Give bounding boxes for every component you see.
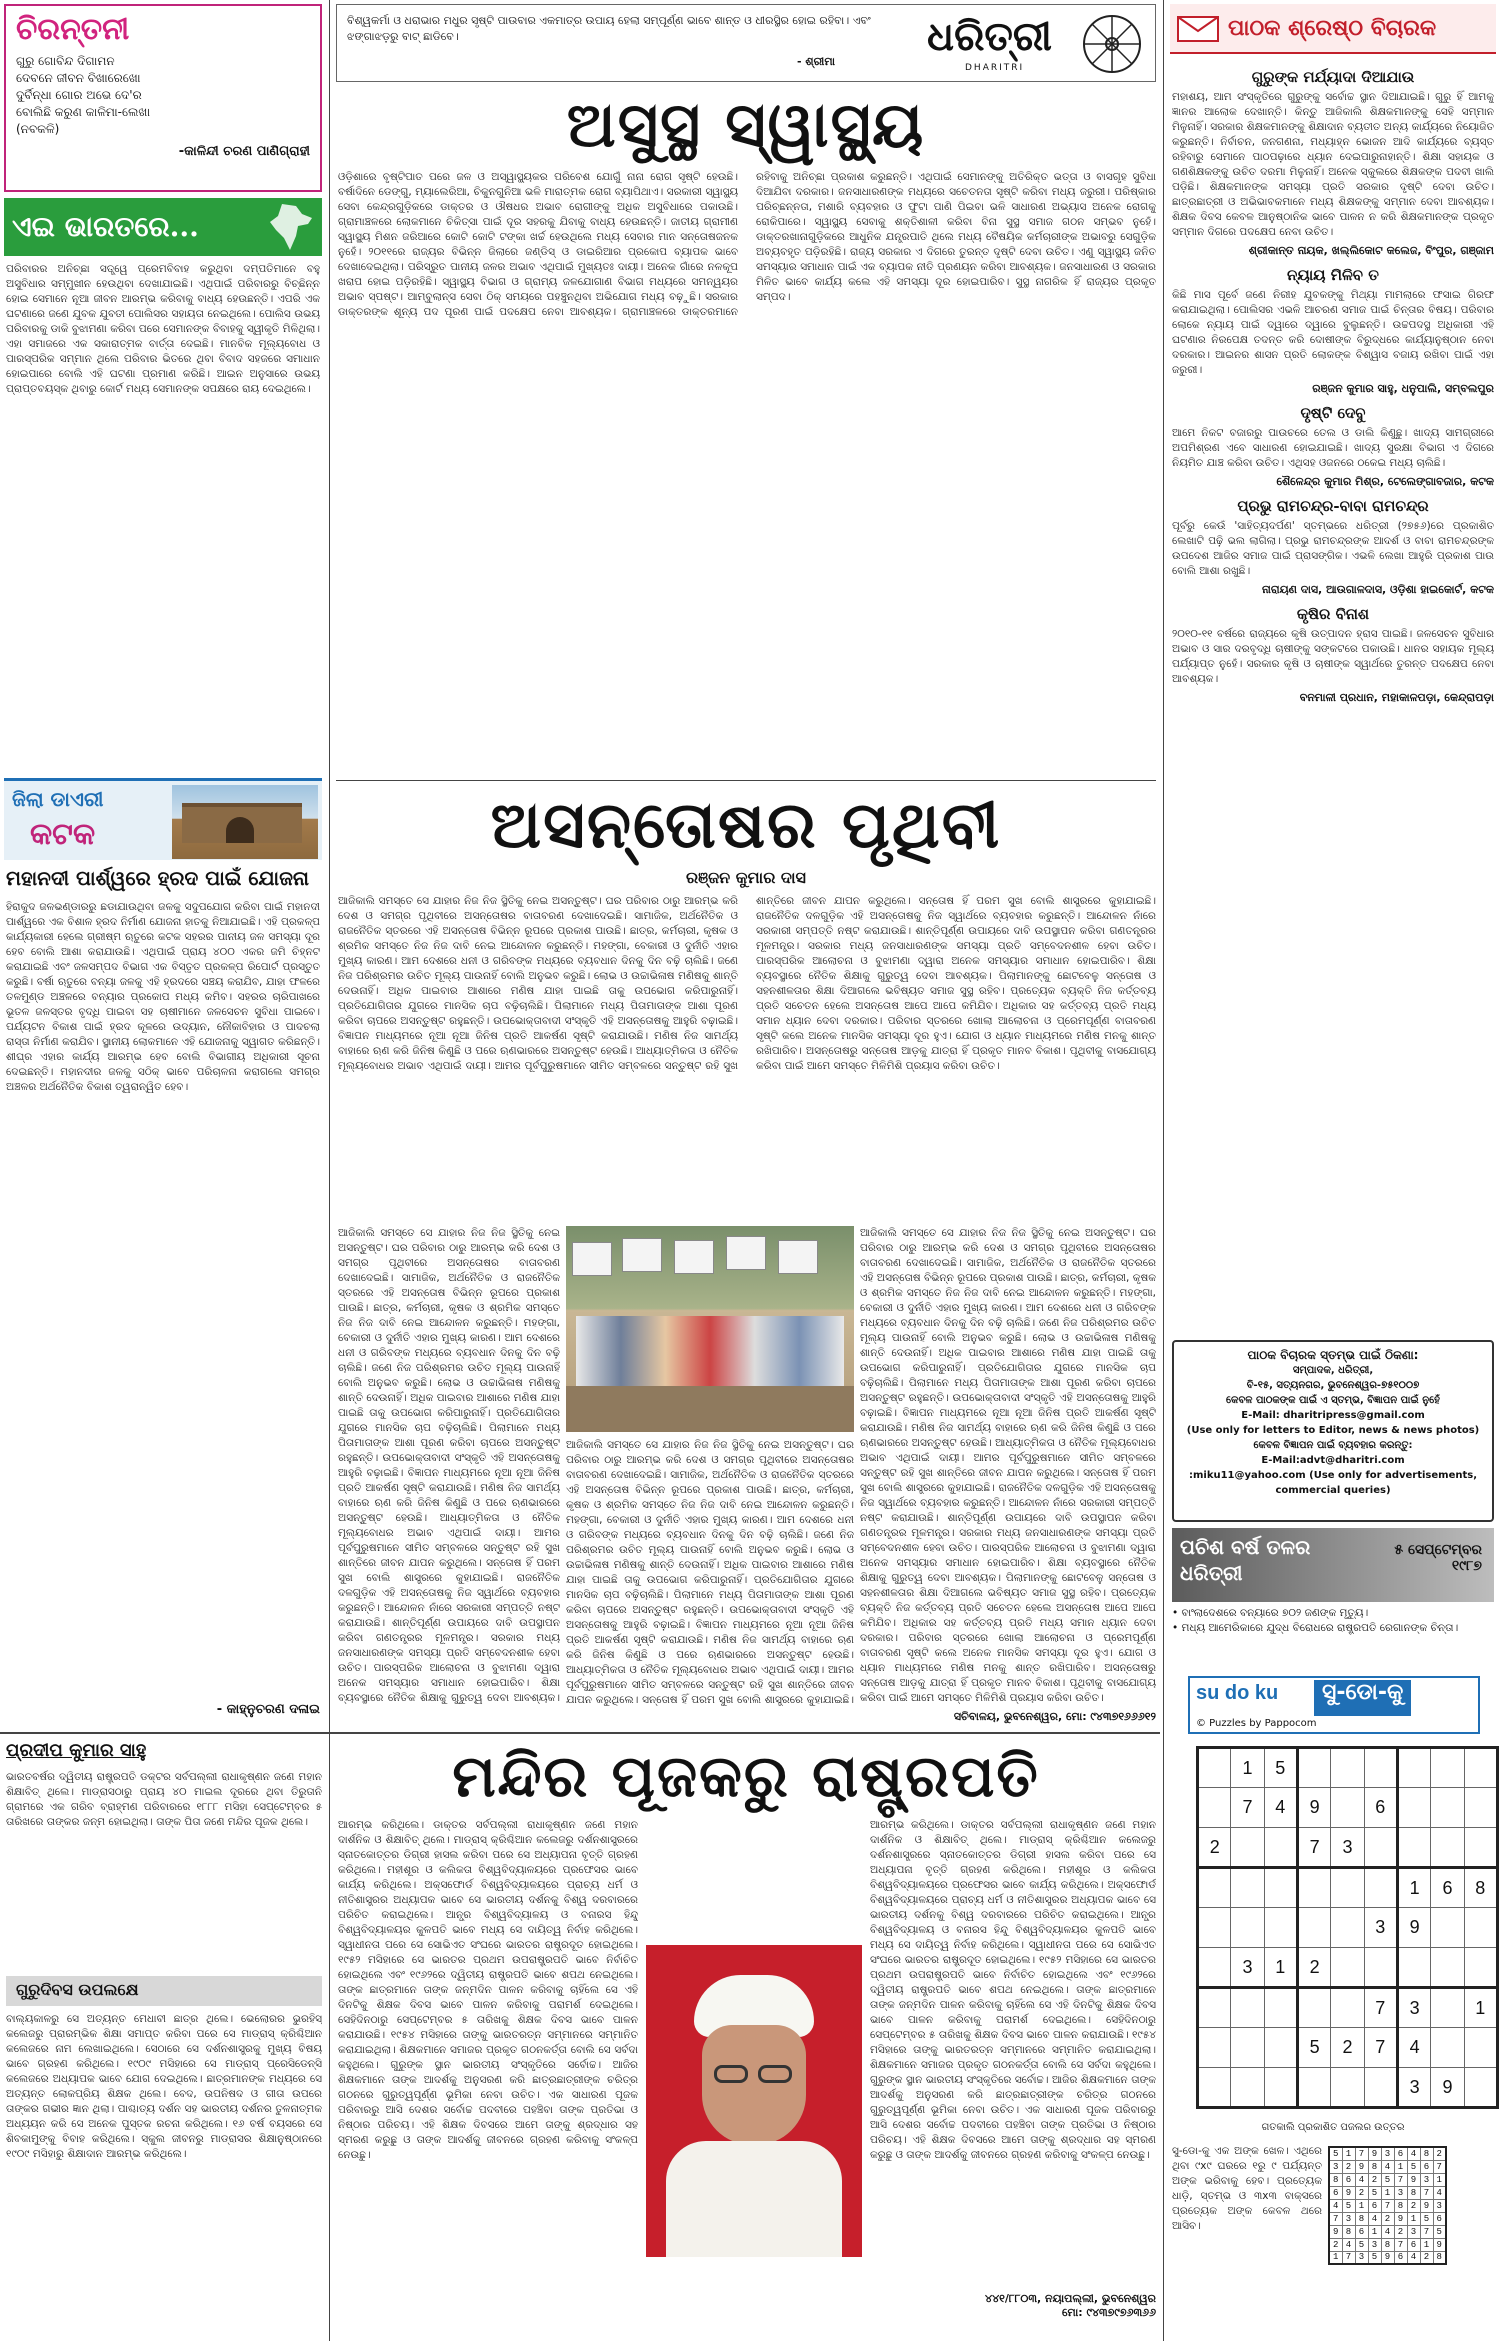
solution-cell: 6 bbox=[1420, 2160, 1433, 2173]
sudoku-cell[interactable] bbox=[1198, 2068, 1231, 2108]
solution-cell: 7 bbox=[1433, 2160, 1446, 2173]
sudoku-cell[interactable] bbox=[1264, 1828, 1297, 1868]
solution-cell: 4 bbox=[1407, 2147, 1420, 2160]
sudoku-cell[interactable] bbox=[1397, 1788, 1430, 1828]
sudoku-cell[interactable]: 9 bbox=[1297, 1788, 1330, 1828]
sudoku-cell[interactable] bbox=[1198, 1868, 1231, 1908]
solution-cell: 6 bbox=[1394, 2147, 1407, 2160]
letter-signature: ବନମାଳୀ ପ୍ରଧାନ, ମହାକାଳପଡ଼ା, କେନ୍ଦ୍ରାପଡ଼ା bbox=[1299, 691, 1494, 704]
solution-cell: 9 bbox=[1329, 2225, 1342, 2238]
bottom-left-text: ଭାରତବର୍ଷର ଦ୍ୱିତୀୟ ରାଷ୍ଟ୍ରପତି ଡକ୍ଟର ସର୍ବପଲ୍ଲୀ ରାଧାକୃଷ୍ଣନ ଜଣେ ମହାନ ଶିକ୍ଷାବିତ୍ ଥିଲେ। ମାଡ୍ରାସଠାରୁ ପ୍ରାୟ ୪୦ ମାଇଲ ଦୂରରେ ଥିବା ତିରୁତାନି ଗ୍ରାମରେ ଏକ ଗରିବ ବ୍ରାହ୍ମଣ ପରିବାରରେ ୧୮୮୮ ମସିହା ସେପ୍ଟେମ୍ବର ୫ ତାରିଖରେ ତାଙ୍କର ଜନ୍ମ ହୋଇଥିଲା। ତାଙ୍କ ପିତା ଜଣେ ମନ୍ଦିର ପୂଜକ ଥିଲେ। bbox=[6, 1771, 322, 1828]
solution-cell: 3 bbox=[1342, 2212, 1355, 2225]
solution-cell: 6 bbox=[1407, 2238, 1420, 2251]
years-ago-items bbox=[1172, 1606, 1494, 1636]
sudoku-cell[interactable] bbox=[1331, 1868, 1364, 1908]
contact-line: ସମ୍ପାଦକ, ଧରିତ୍ରୀ, bbox=[1292, 1365, 1374, 1376]
readers-header bbox=[1170, 4, 1496, 54]
solution-cell: 5 bbox=[1407, 2160, 1420, 2173]
sudoku-cell[interactable]: 7 bbox=[1364, 2028, 1397, 2068]
sudoku-cell[interactable]: 1 bbox=[1397, 1868, 1430, 1908]
article2-footer: ସଚିବାଳୟ, ଭୁବନେଶ୍ୱର, ମୋ: ୯୪୩୭୧୬୬୬୧୨ bbox=[953, 1710, 1156, 1723]
solution-cell: 7 bbox=[1394, 2238, 1407, 2251]
solution-cell: 2 bbox=[1407, 2199, 1420, 2212]
solution-cell: 8 bbox=[1381, 2238, 1394, 2251]
sudoku-cell[interactable] bbox=[1297, 1868, 1330, 1908]
contact-title: ପାଠକ ବିଚାରକ ସ୍ତମ୍ଭ ପାଇଁ ଠିକଣା: bbox=[1247, 1348, 1419, 1362]
teachers-day-box: ଗୁରୁଦିବସ ଉପଲକ୍ଷେ bbox=[6, 1976, 322, 2006]
masthead-quote: ବିଶ୍ୱକର୍ମା ଓ ଧରାଭାର ମଧୁର ସୃଷ୍ଟି ପାଉବାର ଏକମାତ୍ର ଉପାୟ ହେଲା ସମ୍ପୂର୍ଣ୍ଣ ଭାବେ ଶାନ୍ତ ଓ ଧୀରସ୍ଥିର ହୋଇ ରହିବା। ଏବଂ ଝଙ୍ଗାଝଡ଼ରୁ ବାଟ୍ ଛାଡିବେ। bbox=[347, 14, 871, 43]
years-ago-item: • ମଧ୍ୟ ଆମେରିକାରେ ଯୁଦ୍ଧ ବିରୋଧରେ ରାଷ୍ଟ୍ରପତି ରେଗାନଙ୍କ ଚିନ୍ତା। bbox=[1172, 1622, 1459, 1634]
sudoku-cell[interactable]: 7 bbox=[1364, 1988, 1397, 2028]
poem-title: ଚିରନ୍ତନୀ bbox=[16, 12, 130, 47]
sudoku-cell[interactable] bbox=[1231, 1988, 1264, 2028]
solution-cell: 5 bbox=[1368, 2251, 1381, 2264]
solution-cell: 2 bbox=[1394, 2225, 1407, 2238]
sudoku-title: ସୁ-ଡୋ-କୁ bbox=[1314, 1680, 1411, 1716]
district-photo bbox=[172, 785, 318, 859]
solution-cell: 7 bbox=[1355, 2147, 1368, 2160]
article2-text-right: ଆଜିକାଲି ସମସ୍ତେ ସେ ଯାହାର ନିଜ ନିଜ ସ୍ଥିତିକୁ ନେଇ ଅସନ୍ତୁଷ୍ଟ। ଘର ପରିବାର ଠାରୁ ଆରମ୍ଭ କରି ଦେଶ ଓ ସମଗ୍ର ପୃଥିବୀରେ ଅସନ୍ତୋଷର ବାତାବରଣ ଦେଖାଦେଇଛି। ସାମାଜିକ, ଅର୍ଥନୈତିକ ଓ ରାଜନୈତିକ ସ୍ତରରେ ଏହି ଅସନ୍ତୋଷ ବିଭିନ୍ନ ରୂପରେ ପ୍ରକାଶ ପାଉଛି। ଛାତ୍ର, କର୍ମଚାରୀ, କୃଷକ ଓ ଶ୍ରମିକ ସମସ୍ତେ ନିଜ ନିଜ ଦାବି ନେଇ ଆନ୍ଦୋଳନ କରୁଛନ୍ତି। ମହଙ୍ଗା, ବେକାରୀ ଓ ଦୁର୍ନୀତି ଏହାର ମୁଖ୍ୟ କାରଣ। ଆମ ଦେଶରେ ଧନୀ ଓ ଗରିବଙ୍କ ମଧ୍ୟରେ ବ୍ୟବଧାନ ଦିନକୁ ଦିନ ବଢ଼ି ଚାଲିଛି। ଜଣେ ନିଜ ପରିଶ୍ରମର ଉଚିତ ମୂଲ୍ୟ ପାଉନାହିଁ ବୋଲି ଅନୁଭବ କରୁଛି। ଲୋଭ ଓ ଉଚ୍ଚାଭିଳାଷ ମଣିଷକୁ ଶାନ୍ତି ଦେଉନାହିଁ। ଅଧିକ ପାଇବାର ଆଶାରେ ମଣିଷ ଯାହା ପାଇଛି ତାକୁ ଉପଭୋଗ କରିପାରୁନାହିଁ। ପ୍ରତିଯୋଗିତାର ଯୁଗରେ ମାନସିକ ଚାପ ବଢ଼ିଚାଲିଛି। ପିଲାମାନେ ମଧ୍ୟ ପିତାମାତାଙ୍କ ଆଶା ପୂରଣ କରିବା ଚାପରେ ଅସନ୍ତୁଷ୍ଟ ରହୁଛନ୍ତି। ଉପଭୋକ୍ତାବାଦୀ ସଂସ୍କୃତି ଏହି ଅସନ୍ତୋଷକୁ ଆହୁରି ବଢ଼ାଇଛି। ବିଜ୍ଞାପନ ମାଧ୍ୟମରେ ନୂଆ ନୂଆ ଜିନିଷ ପ୍ରତି ଆକର୍ଷଣ ସୃଷ୍ଟି କରାଯାଉଛି। ମଣିଷ ନିଜ ସାମର୍ଥ୍ୟ ବାହାରେ ଋଣ କରି ଜିନିଷ କିଣୁଛି ଓ ପରେ ଋଣଭାରରେ ଅସନ୍ତୁଷ୍ଟ ହେଉଛି। ଆଧ୍ୟାତ୍ମିକତା ଓ ନୈତିକ ମୂଲ୍ୟବୋଧର ଅଭାବ ଏଥିପାଇଁ ଦାୟୀ। ଆମର ପୂର୍ବପୁରୁଷମାନେ ସୀମିତ ସମ୍ବଳରେ ସନ୍ତୁଷ୍ଟ ରହି ସୁଖ ଶାନ୍ତିରେ ଜୀବନ ଯାପନ କରୁଥିଲେ। ସନ୍ତୋଷ ହିଁ ପରମ ସୁଖ ବୋଲି ଶାସ୍ତ୍ରରେ କୁହାଯାଇଛି। ରାଜନୈତିକ ଦଳଗୁଡ଼ିକ ଏହି ଅସନ୍ତୋଷକୁ ନିଜ ସ୍ୱାର୍ଥରେ ବ୍ୟବହାର କରୁଛନ୍ତି। ଆନ୍ଦୋଳନ ନାଁରେ ସରକାରୀ ସମ୍ପତ୍ତି ନଷ୍ଟ କରାଯାଉଛି। ଶାନ୍ତିପୂର୍ଣ୍ଣ ଉପାୟରେ ଦାବି ଉପସ୍ଥାପନ କରିବା ଗଣତନ୍ତ୍ରର ମୂଳମନ୍ତ୍ର। ସରକାର ମଧ୍ୟ ଜନସାଧାରଣଙ୍କ ସମସ୍ୟା ପ୍ରତି ସମ୍ବେଦନଶୀଳ ହେବା ଉଚିତ। ପାରସ୍ପରିକ ଆଲୋଚନା ଓ ବୁଝାମଣା ଦ୍ୱାରା ଅନେକ ସମସ୍ୟାର ସମାଧାନ ହୋଇପାରିବ। ଶିକ୍ଷା ବ୍ୟବସ୍ଥାରେ ନୈତିକ ଶିକ୍ଷାକୁ ଗୁରୁତ୍ୱ ଦେବା ଆବଶ୍ୟକ। ପିଲାମାନଙ୍କୁ ଛୋଟବେଳୁ ସନ୍ତୋଷ ଓ ସହନଶୀଳତାର ଶିକ୍ଷା ଦିଆଗଲେ ଭବିଷ୍ୟତ ସମାଜ ସୁସ୍ଥ ରହିବ। ପ୍ରତ୍ୟେକ ବ୍ୟକ୍ତି ନିଜ କର୍ତ୍ତବ୍ୟ ପ୍ରତି ସଚେତନ ହେଲେ ଅସନ୍ତୋଷ ଆପେ ଆପେ କମିଯିବ। ଅଧିକାର ସହ କର୍ତ୍ତବ୍ୟ ପ୍ରତି ମଧ୍ୟ ସମାନ ଧ୍ୟାନ ଦେବା ଦରକାର। ପରିବାର ସ୍ତରରେ ଖୋଲା ଆଲୋଚନା ଓ ପ୍ରେମପୂର୍ଣ୍ଣ ବାତାବରଣ ସୃଷ୍ଟି କଲେ ଅନେକ ମାନସିକ ସମସ୍ୟା ଦୂର ହୁଏ। ଯୋଗ ଓ ଧ୍ୟାନ ମାଧ୍ୟମରେ ମଣିଷ ମନକୁ ଶାନ୍ତ ରଖିପାରିବ। ଅସନ୍ତୋଷରୁ ସନ୍ତୋଷ ଆଡ଼କୁ ଯାତ୍ରା ହିଁ ପ୍ରକୃତ ମାନବ ବିକାଶ। ପୃଥିବୀକୁ ବାସଯୋଗ୍ୟ କରିବା ପାଇଁ ଆମେ ସମସ୍ତେ ମିଳିମିଶି ପ୍ରୟାସ କରିବା ଉଚିତ। bbox=[860, 1227, 1156, 1704]
letter-signature: ଶୈଳେନ୍ଦ୍ର କୁମାର ମିଶ୍ର, ଟେଲେଙ୍ଗାବଜାର, କଟକ bbox=[1276, 475, 1494, 488]
sudoku-cell[interactable] bbox=[1431, 1788, 1464, 1828]
article1-headline: ଅସୁସ୍ଥ ସ୍ୱାସ୍ଥ୍ୟ bbox=[566, 88, 926, 161]
solution-cell: 9 bbox=[1342, 2186, 1355, 2199]
india-map-icon bbox=[268, 202, 314, 252]
sudoku-cell[interactable]: 2 bbox=[1331, 2028, 1364, 2068]
solution-cell: 3 bbox=[1381, 2147, 1394, 2160]
sudoku-cell[interactable]: 3 bbox=[1397, 2068, 1430, 2108]
solution-cell: 2 bbox=[1355, 2186, 1368, 2199]
article3-text-left: ଆରମ୍ଭ କରିଥିଲେ। ଡାକ୍ତର ସର୍ବପଲ୍ଲୀ ରାଧାକୃଷ୍ଣନ ଜଣେ ମହାନ ଦାର୍ଶନିକ ଓ ଶିକ୍ଷାବିତ୍ ଥିଲେ। ମାଡ୍ରାସ୍ କ୍ରିଶ୍ଚିଆନ କଲେଜରୁ ଦର୍ଶନଶାସ୍ତ୍ରରେ ସ୍ନାତକୋତ୍ତର ଡିଗ୍ରୀ ହାସଲ କରିବା ପରେ ସେ ଅଧ୍ୟାପନା ବୃତ୍ତି ଗ୍ରହଣ କରିଥିଲେ। ମହୀଶୂର ଓ କଲିକତା ବିଶ୍ୱବିଦ୍ୟାଳୟରେ ପ୍ରଫେସର ଭାବେ କାର୍ଯ୍ୟ କରିଥିଲେ। ଅକ୍ସଫୋର୍ଡ ବିଶ୍ୱବିଦ୍ୟାଳୟରେ ପ୍ରାଚ୍ୟ ଧର୍ମ ଓ ନୀତିଶାସ୍ତ୍ରର ଅଧ୍ୟାପକ ଭାବେ ସେ ଭାରତୀୟ ଦର୍ଶନକୁ ବିଶ୍ୱ ଦରବାରରେ ପରିଚିତ କରାଇଥିଲେ। ଆନ୍ଧ୍ର ବିଶ୍ୱବିଦ୍ୟାଳୟ ଓ ବନାରସ ହିନ୍ଦୁ ବିଶ୍ୱବିଦ୍ୟାଳୟର କୁଳପତି ଭାବେ ମଧ୍ୟ ସେ ଦାୟିତ୍ୱ ନିର୍ବାହ କରିଥିଲେ। ସ୍ୱାଧୀନତା ପରେ ସେ ସୋଭିଏତ ସଂଘରେ ଭାରତର ରାଷ୍ଟ୍ରଦୂତ ହୋଇଥିଲେ। ୧୯୫୨ ମସିହାରେ ସେ ଭାରତର ପ୍ରଥମ ଉପରାଷ୍ଟ୍ରପତି ଭାବେ ନିର୍ବାଚିତ ହୋଇଥିଲେ ଏବଂ ୧୯୬୨ରେ ଦ୍ୱିତୀୟ ରାଷ୍ଟ୍ରପତି ଭାବେ ଶପଥ ନେଇଥିଲେ। ତାଙ୍କ ଛାତ୍ରମାନେ ତାଙ୍କ ଜନ୍ମଦିନ ପାଳନ କରିବାକୁ ଚାହିଁଲେ ସେ ଏହି ଦିନଟିକୁ ଶିକ୍ଷକ ଦିବସ ଭାବେ ପାଳନ କରିବାକୁ ପରାମର୍ଶ ଦେଇଥିଲେ। ସେହିଦିନଠାରୁ ସେପ୍ଟେମ୍ବର ୫ ତାରିଖକୁ ଶିକ୍ଷକ ଦିବସ ଭାବେ ପାଳନ କରାଯାଉଛି। ୧୯୫୪ ମସିହାରେ ତାଙ୍କୁ ଭାରତରତ୍ନ ସମ୍ମାନରେ ସମ୍ମାନିତ କରାଯାଇଥିଲା। ଶିକ୍ଷକମାନେ ସମାଜର ପ୍ରକୃତ ଗଠନକର୍ତ୍ତା ବୋଲି ସେ ସର୍ବଦା କହୁଥିଲେ। ଗୁରୁଙ୍କ ସ୍ଥାନ ଭାରତୀୟ ସଂସ୍କୃତିରେ ସର୍ବୋଚ୍ଚ। ଆଜିର ଶିକ୍ଷକମାନେ ତାଙ୍କ ଆଦର୍ଶକୁ ଅନୁସରଣ କରି ଛାତ୍ରଛାତ୍ରୀଙ୍କ ଚରିତ୍ର ଗଠନରେ ଗୁରୁତ୍ୱପୂର୍ଣ୍ଣ ଭୂମିକା ନେବା ଉଚିତ। ଏକ ସାଧାରଣ ପୂଜକ ପରିବାରରୁ ଆସି ଦେଶର ସର୍ବୋଚ୍ଚ ପଦବୀରେ ପହଞ୍ଚିବା ତାଙ୍କ ପ୍ରତିଭା ଓ ନିଷ୍ଠାର ପରିଚୟ। ଏହି ଶିକ୍ଷକ ଦିବସରେ ଆମେ ତାଙ୍କୁ ଶ୍ରଦ୍ଧାର ସହ ସ୍ମରଣ କରୁଛୁ ଓ ତାଙ୍କ ଆଦର୍ଶକୁ ଜୀବନରେ ଗ୍ରହଣ କରିବାକୁ ସଂକଳ୍ପ ନେଉଛୁ। bbox=[338, 1819, 638, 2161]
solution-cell: 2 bbox=[1342, 2160, 1355, 2173]
solution-cell: 8 bbox=[1329, 2173, 1342, 2186]
solution-cell: 5 bbox=[1355, 2238, 1368, 2251]
solution-cell: 2 bbox=[1329, 2238, 1342, 2251]
india-box-text: ପରିବାରର ଅନିଚ୍ଛା ସତ୍ତ୍ୱେ ପ୍ରେମବିବାହ କରୁଥିବା ଦମ୍ପତିମାନେ ବହୁ ଅସୁବିଧାର ସମ୍ମୁଖୀନ ହେଉଥିବା ଦେଖାଯାଇଛି। ଏଥିପାଇଁ ପରିବାରରୁ ବିଚ୍ଛିନ୍ନ ହୋଇ ସେମାନେ ନୂଆ ଜୀବନ ଆରମ୍ଭ କରିବାକୁ ବାଧ୍ୟ ହେଉଛନ୍ତି। ଏପରି ଏକ ଘଟଣାରେ ଜଣେ ଯୁବକ ଯୁବତୀ ପୋଲିସର ସହାୟତା ନେଇଥିଲେ। ପୋଲିସ ଉଭୟ ପରିବାରକୁ ଡାକି ବୁଝାମଣା କରିବା ପରେ ସେମାନଙ୍କ ବିବାହକୁ ସ୍ୱୀକୃତି ମିଳିଥିଲା। ଏହା ସମାଜରେ ଏକ ସକାରାତ୍ମକ ବାର୍ତ୍ତା ଦେଇଛି। ମାନବିକ ମୂଲ୍ୟବୋଧ ଓ ପାରସ୍ପରିକ ସମ୍ମାନ ଥିଲେ ପରିବାର ଭିତରେ ଥିବା ବିବାଦ ସହଜରେ ସମାଧାନ ହୋଇପାରେ ବୋଲି ଏହି ଘଟଣା ପ୍ରମାଣ କରିଛି। ଆଇନ ଅନୁସାରେ ଉଭୟ ପ୍ରାପ୍ତବୟସ୍କ ଥିବାରୁ କୋର୍ଟ ମଧ୍ୟ ସେମାନଙ୍କ ସପକ୍ଷରେ ରାୟ ଦେଇଥିଲେ। bbox=[6, 263, 320, 395]
sudoku-cell[interactable]: 3 bbox=[1364, 1908, 1397, 1948]
article3-footer: ୪୪୧/୮୮୦୩, ନୟାପଲ୍ଲୀ, ଭୁବନେଶ୍ୱର ମୋ: ୯୪୩୭୯୭୬୩୬୬ bbox=[985, 2292, 1156, 2319]
article3-headline: ମନ୍ଦିର ପୂଜକରୁ ରାଷ୍ଟ୍ରପତି bbox=[452, 1742, 1040, 1810]
letters-list bbox=[1172, 60, 1494, 1338]
letter-title: ନ୍ୟାୟ ମିଳିବ ତ bbox=[1287, 266, 1379, 284]
solution-cell: 3 bbox=[1420, 2173, 1433, 2186]
poem-lines bbox=[16, 53, 310, 138]
sudoku-cell[interactable]: 9 bbox=[1397, 1908, 1430, 1948]
sudoku-cell[interactable] bbox=[1364, 1828, 1397, 1868]
sudoku-cell[interactable] bbox=[1431, 1948, 1464, 1988]
solution-cell: 9 bbox=[1433, 2238, 1446, 2251]
sudoku-cell[interactable] bbox=[1198, 2028, 1231, 2068]
sudoku-cell[interactable] bbox=[1364, 1948, 1397, 1988]
solution-cell: 8 bbox=[1355, 2212, 1368, 2225]
sudoku-cell[interactable] bbox=[1231, 2028, 1264, 2068]
bottom-left-text2: ବାଲ୍ୟକାଳରୁ ସେ ଅତ୍ୟନ୍ତ ମେଧାବୀ ଛାତ୍ର ଥିଲେ। ଭେଲୋରର ଭୁରହିସ୍ କଲେଜରୁ ପ୍ରାରମ୍ଭିକ ଶିକ୍ଷା ସମାପ୍ତ କରିବା ପରେ ସେ ମାଡ୍ରାସ୍ କ୍ରିଶ୍ଚିଆନ କଲେଜରେ ନାମ ଲେଖାଇଥିଲେ। ସେଠାରେ ସେ ଦର୍ଶନଶାସ୍ତ୍ରକୁ ମୁଖ୍ୟ ବିଷୟ ଭାବେ ଗ୍ରହଣ କରିଥିଲେ। ୧୯୦୯ ମସିହାରେ ସେ ମାଡ୍ରାସ୍ ପ୍ରେସିଡେନ୍ସି କଲେଜରେ ଅଧ୍ୟାପକ ଭାବେ ଯୋଗ ଦେଇଥିଲେ। ଛାତ୍ରମାନଙ୍କ ମଧ୍ୟରେ ସେ ଅତ୍ୟନ୍ତ ଲୋକପ୍ରିୟ ଶିକ୍ଷକ ଥିଲେ। ବେଦ, ଉପନିଷଦ ଓ ଗୀତା ଉପରେ ତାଙ୍କର ଗଭୀର ଜ୍ଞାନ ଥିଲା। ପାଶ୍ଚାତ୍ୟ ଦର୍ଶନ ସହ ଭାରତୀୟ ଦର୍ଶନର ତୁଳନାତ୍ମକ ଅଧ୍ୟୟନ କରି ସେ ଅନେକ ପୁସ୍ତକ ରଚନା କରିଥିଲେ। ୧୬ ବର୍ଷ ବୟସରେ ସେ ଶିବକାମୁଙ୍କୁ ବିବାହ କରିଥିଲେ। ସ୍କୁଲ ଜୀବନରୁ ମାଡ୍ରାସର ଶିକ୍ଷାନୁଷ୍ଠାନରେ ୧୯୦୯ ମସିହାରୁ ଶିକ୍ଷାଦାନ ଆରମ୍ଭ କରିଥିଲେ। bbox=[6, 2013, 322, 2160]
solution-cell: 2 bbox=[1420, 2251, 1433, 2264]
sudoku-cell[interactable] bbox=[1431, 1908, 1464, 1948]
solution-cell: 8 bbox=[1433, 2251, 1446, 2264]
sudoku-cell[interactable]: 9 bbox=[1431, 2068, 1464, 2108]
solution-cell: 4 bbox=[1407, 2251, 1420, 2264]
article3-text-right: ଆରମ୍ଭ କରିଥିଲେ। ଡାକ୍ତର ସର୍ବପଲ୍ଲୀ ରାଧାକୃଷ୍ଣନ ଜଣେ ମହାନ ଦାର୍ଶନିକ ଓ ଶିକ୍ଷାବିତ୍ ଥିଲେ। ମାଡ୍ରାସ୍ କ୍ରିଶ୍ଚିଆନ କଲେଜରୁ ଦର୍ଶନଶାସ୍ତ୍ରରେ ସ୍ନାତକୋତ୍ତର ଡିଗ୍ରୀ ହାସଲ କରିବା ପରେ ସେ ଅଧ୍ୟାପନା ବୃତ୍ତି ଗ୍ରହଣ କରିଥିଲେ। ମହୀଶୂର ଓ କଲିକତା ବିଶ୍ୱବିଦ୍ୟାଳୟରେ ପ୍ରଫେସର ଭାବେ କାର୍ଯ୍ୟ କରିଥିଲେ। ଅକ୍ସଫୋର୍ଡ ବିଶ୍ୱବିଦ୍ୟାଳୟରେ ପ୍ରାଚ୍ୟ ଧର୍ମ ଓ ନୀତିଶାସ୍ତ୍ରର ଅଧ୍ୟାପକ ଭାବେ ସେ ଭାରତୀୟ ଦର୍ଶନକୁ ବିଶ୍ୱ ଦରବାରରେ ପରିଚିତ କରାଇଥିଲେ। ଆନ୍ଧ୍ର ବିଶ୍ୱବିଦ୍ୟାଳୟ ଓ ବନାରସ ହିନ୍ଦୁ ବିଶ୍ୱବିଦ୍ୟାଳୟର କୁଳପତି ଭାବେ ମଧ୍ୟ ସେ ଦାୟିତ୍ୱ ନିର୍ବାହ କରିଥିଲେ। ସ୍ୱାଧୀନତା ପରେ ସେ ସୋଭିଏତ ସଂଘରେ ଭାରତର ରାଷ୍ଟ୍ରଦୂତ ହୋଇଥିଲେ। ୧୯୫୨ ମସିହାରେ ସେ ଭାରତର ପ୍ରଥମ ଉପରାଷ୍ଟ୍ରପତି ଭାବେ ନିର୍ବାଚିତ ହୋଇଥିଲେ ଏବଂ ୧୯୬୨ରେ ଦ୍ୱିତୀୟ ରାଷ୍ଟ୍ରପତି ଭାବେ ଶପଥ ନେଇଥିଲେ। ତାଙ୍କ ଛାତ୍ରମାନେ ତାଙ୍କ ଜନ୍ମଦିନ ପାଳନ କରିବାକୁ ଚାହିଁଲେ ସେ ଏହି ଦିନଟିକୁ ଶିକ୍ଷକ ଦିବସ ଭାବେ ପାଳନ କରିବାକୁ ପରାମର୍ଶ ଦେଇଥିଲେ। ସେହିଦିନଠାରୁ ସେପ୍ଟେମ୍ବର ୫ ତାରିଖକୁ ଶିକ୍ଷକ ଦିବସ ଭାବେ ପାଳନ କରାଯାଉଛି। ୧୯୫୪ ମସିହାରେ ତାଙ୍କୁ ଭାରତରତ୍ନ ସମ୍ମାନରେ ସମ୍ମାନିତ କରାଯାଇଥିଲା। ଶିକ୍ଷକମାନେ ସମାଜର ପ୍ରକୃତ ଗଠନକର୍ତ୍ତା ବୋଲି ସେ ସର୍ବଦା କହୁଥିଲେ। ଗୁରୁଙ୍କ ସ୍ଥାନ ଭାରତୀୟ ସଂସ୍କୃତିରେ ସର୍ବୋଚ୍ଚ। ଆଜିର ଶିକ୍ଷକମାନେ ତାଙ୍କ ଆଦର୍ଶକୁ ଅନୁସରଣ କରି ଛାତ୍ରଛାତ୍ରୀଙ୍କ ଚରିତ୍ର ଗଠନରେ ଗୁରୁତ୍ୱପୂର୍ଣ୍ଣ ଭୂମିକା ନେବା ଉଚିତ। ଏକ ସାଧାରଣ ପୂଜକ ପରିବାରରୁ ଆସି ଦେଶର ସର୍ବୋଚ୍ଚ ପଦବୀରେ ପହଞ୍ଚିବା ତାଙ୍କ ପ୍ରତିଭା ଓ ନିଷ୍ଠାର ପରିଚୟ। ଏହି ଶିକ୍ଷକ ଦିବସରେ ଆମେ ତାଙ୍କୁ ଶ୍ରଦ୍ଧାର ସହ ସ୍ମରଣ କରୁଛୁ ଓ ତାଙ୍କ ଆଦର୍ଶକୁ ଜୀବନରେ ଗ୍ରହଣ କରିବାକୁ ସଂକଳ୍ପ ନେଉଛୁ। bbox=[870, 1819, 1156, 2161]
solution-cell: 9 bbox=[1407, 2173, 1420, 2186]
solution-cell: 6 bbox=[1368, 2199, 1381, 2212]
solution-cell: 6 bbox=[1329, 2186, 1342, 2199]
masthead-quote-author: - ଶ୍ରୀମା bbox=[797, 55, 836, 68]
solution-cell: 6 bbox=[1355, 2225, 1368, 2238]
solution-cell: 9 bbox=[1381, 2251, 1394, 2264]
solution-cell: 1 bbox=[1381, 2186, 1394, 2199]
sudoku-cell[interactable]: 6 bbox=[1431, 1868, 1464, 1908]
sudoku-cell[interactable] bbox=[1231, 1868, 1264, 1908]
letter-signature: ରଞ୍ଜନ କୁମାର ସାହୁ, ଧନୁପାଲି, ସମ୍ବଲପୁର bbox=[1312, 382, 1494, 395]
sudoku-cell[interactable] bbox=[1364, 1748, 1397, 1788]
sudoku-cell[interactable]: 5 bbox=[1297, 2028, 1330, 2068]
solution-cell: 1 bbox=[1394, 2160, 1407, 2173]
solution-cell: 9 bbox=[1355, 2160, 1368, 2173]
sudoku-cell[interactable] bbox=[1198, 1908, 1231, 1948]
sudoku-cell[interactable] bbox=[1397, 1828, 1430, 1868]
solution-cell: 4 bbox=[1433, 2186, 1446, 2199]
chakra-icon bbox=[1081, 13, 1143, 75]
sudoku-cell[interactable]: 4 bbox=[1397, 2028, 1430, 2068]
sudoku-cell[interactable] bbox=[1297, 2068, 1330, 2108]
article2-text-under-photo: ଆଜିକାଲି ସମସ୍ତେ ସେ ଯାହାର ନିଜ ନିଜ ସ୍ଥିତିକୁ ନେଇ ଅସନ୍ତୁଷ୍ଟ। ଘର ପରିବାର ଠାରୁ ଆରମ୍ଭ କରି ଦେଶ ଓ ସମଗ୍ର ପୃଥିବୀରେ ଅସନ୍ତୋଷର ବାତାବରଣ ଦେଖାଦେଇଛି। ସାମାଜିକ, ଅର୍ଥନୈତିକ ଓ ରାଜନୈତିକ ସ୍ତରରେ ଏହି ଅସନ୍ତୋଷ ବିଭିନ୍ନ ରୂପରେ ପ୍ରକାଶ ପାଉଛି। ଛାତ୍ର, କର୍ମଚାରୀ, କୃଷକ ଓ ଶ୍ରମିକ ସମସ୍ତେ ନିଜ ନିଜ ଦାବି ନେଇ ଆନ୍ଦୋଳନ କରୁଛନ୍ତି। ମହଙ୍ଗା, ବେକାରୀ ଓ ଦୁର୍ନୀତି ଏହାର ମୁଖ୍ୟ କାରଣ। ଆମ ଦେଶରେ ଧନୀ ଓ ଗରିବଙ୍କ ମଧ୍ୟରେ ବ୍ୟବଧାନ ଦିନକୁ ଦିନ ବଢ଼ି ଚାଲିଛି। ଜଣେ ନିଜ ପରିଶ୍ରମର ଉଚିତ ମୂଲ୍ୟ ପାଉନାହିଁ ବୋଲି ଅନୁଭବ କରୁଛି। ଲୋଭ ଓ ଉଚ୍ଚାଭିଳାଷ ମଣିଷକୁ ଶାନ୍ତି ଦେଉନାହିଁ। ଅଧିକ ପାଇବାର ଆଶାରେ ମଣିଷ ଯାହା ପାଇଛି ତାକୁ ଉପଭୋଗ କରିପାରୁନାହିଁ। ପ୍ରତିଯୋଗିତାର ଯୁଗରେ ମାନସିକ ଚାପ ବଢ଼ିଚାଲିଛି। ପିଲାମାନେ ମଧ୍ୟ ପିତାମାତାଙ୍କ ଆଶା ପୂରଣ କରିବା ଚାପରେ ଅସନ୍ତୁଷ୍ଟ ରହୁଛନ୍ତି। ଉପଭୋକ୍ତାବାଦୀ ସଂସ୍କୃତି ଏହି ଅସନ୍ତୋଷକୁ ଆହୁରି ବଢ଼ାଇଛି। ବିଜ୍ଞାପନ ମାଧ୍ୟମରେ ନୂଆ ନୂଆ ଜିନିଷ ପ୍ରତି ଆକର୍ଷଣ ସୃଷ୍ଟି କରାଯାଉଛି। ମଣିଷ ନିଜ ସାମର୍ଥ୍ୟ ବାହାରେ ଋଣ କରି ଜିନିଷ କିଣୁଛି ଓ ପରେ ଋଣଭାରରେ ଅସନ୍ତୁଷ୍ଟ ହେଉଛି। ଆଧ୍ୟାତ୍ମିକତା ଓ ନୈତିକ ମୂଲ୍ୟବୋଧର ଅଭାବ ଏଥିପାଇଁ ଦାୟୀ। ଆମର ପୂର୍ବପୁରୁଷମାନେ ସୀମିତ ସମ୍ବଳରେ ସନ୍ତୁଷ୍ଟ ରହି ସୁଖ ଶାନ୍ତିରେ ଜୀବନ ଯାପନ କରୁଥିଲେ। ସନ୍ତୋଷ ହିଁ ପରମ ସୁଖ ବୋଲି ଶାସ୍ତ୍ରରେ କୁହାଯାଇଛି। bbox=[566, 1439, 854, 1706]
solution-cell: 5 bbox=[1381, 2173, 1394, 2186]
sudoku-cell[interactable] bbox=[1431, 1748, 1464, 1788]
sudoku-cell[interactable] bbox=[1464, 1748, 1497, 1788]
solution-cell: 4 bbox=[1381, 2160, 1394, 2173]
years-ago-box bbox=[1172, 1528, 1494, 1602]
radhakrishnan-portrait bbox=[646, 1945, 862, 2257]
solution-cell: 8 bbox=[1368, 2160, 1381, 2173]
district-diary-city: କଟକ bbox=[30, 817, 96, 852]
solution-cell: 3 bbox=[1368, 2238, 1381, 2251]
solution-cell: 7 bbox=[1394, 2173, 1407, 2186]
solution-cell: 5 bbox=[1420, 2212, 1433, 2225]
sudoku-cell[interactable]: 3 bbox=[1331, 1828, 1364, 1868]
letter-text: ମହାଶୟ, ଆମ ସଂସ୍କୃତିରେ ଗୁରୁଙ୍କୁ ସର୍ବୋଚ୍ଚ ସ୍ଥାନ ଦିଆଯାଇଛି। ଗୁରୁ ହିଁ ଆମକୁ ଜ୍ଞାନର ଆଲୋକ ଦେଖାନ୍ତି। କିନ୍ତୁ ଆଜିକାଲି ଶିକ୍ଷକମାନଙ୍କୁ ସେହି ସମ୍ମାନ ମିଳୁନାହିଁ। ସରକାର ଶିକ୍ଷକମାନଙ୍କୁ ଶିକ୍ଷାଦାନ ବ୍ୟତୀତ ଅନ୍ୟ କାର୍ଯ୍ୟରେ ନିୟୋଜିତ କରୁଛନ୍ତି। ନିର୍ବାଚନ, ଜନଗଣନା, ମଧ୍ୟାହ୍ନ ଭୋଜନ ଆଦି କାର୍ଯ୍ୟରେ ବ୍ୟସ୍ତ ରହିବାରୁ ସେମାନେ ପାଠପଢ଼ାରେ ଧ୍ୟାନ ଦେଇପାରୁନାହାନ୍ତି। ଶିକ୍ଷା ସହାୟକ ଓ ଗଣଶିକ୍ଷକଙ୍କୁ ଉଚିତ ଦରମା ମିଳୁନାହିଁ। ଅନେକ ସ୍କୁଲରେ ଶିକ୍ଷକଙ୍କ ପଦବୀ ଖାଲି ପଡ଼ିଛି। ଶିକ୍ଷକମାନଙ୍କ ସମସ୍ୟା ପ୍ରତି ସରକାର ଦୃଷ୍ଟି ଦେବା ଉଚିତ। ଛାତ୍ରଛାତ୍ରୀ ଓ ଅଭିଭାବକମାନେ ମଧ୍ୟ ଶିକ୍ଷକଙ୍କୁ ସମ୍ମାନ ଦେବା ଆବଶ୍ୟକ। ଶିକ୍ଷକ ଦିବସ କେବଳ ଆନୁଷ୍ଠାନିକ ଭାବେ ପାଳନ ନ କରି ଶିକ୍ଷକମାନଙ୍କ ପ୍ରକୃତ ସମ୍ମାନ ଦିଗରେ ପଦକ୍ଷେପ ନେବା ଉଚିତ। bbox=[1172, 91, 1494, 238]
solution-cell: 9 bbox=[1394, 2212, 1407, 2225]
sudoku-cell[interactable]: 6 bbox=[1364, 1788, 1397, 1828]
solution-cell: 2 bbox=[1433, 2147, 1446, 2160]
sudoku-cell[interactable] bbox=[1464, 1788, 1497, 1828]
sudoku-cell[interactable] bbox=[1364, 2068, 1397, 2108]
letter-text: କିଛି ମାସ ପୂର୍ବେ ଜଣେ ନିରୀହ ଯୁବକଙ୍କୁ ମିଥ୍ୟା ମାମଲାରେ ଫସାଇ ଗିରଫ କରାଯାଇଥିଲା। ପୋଲିସର ଏଭଳି ଆଚରଣ ସମାଜ ପାଇଁ ଚିନ୍ତାର ବିଷୟ। ପରିବାର ଲୋକେ ନ୍ୟାୟ ପାଇଁ ଦ୍ୱାରେ ଦ୍ୱାରେ ବୁଲୁଛନ୍ତି। ଉଚ୍ଚପଦସ୍ଥ ଅଧିକାରୀ ଏହି ଘଟଣାର ନିରପେକ୍ଷ ତଦନ୍ତ କରି ଦୋଷୀଙ୍କ ବିରୁଦ୍ଧରେ କାର୍ଯ୍ୟାନୁଷ୍ଠାନ ନେବା ଦରକାର। ଆଇନର ଶାସନ ପ୍ରତି ଲୋକଙ୍କ ବିଶ୍ୱାସ ବଜାୟ ରଖିବା ପାଇଁ ଏହା ଜରୁରୀ। bbox=[1172, 289, 1494, 376]
letter-title: କୃଷିର ବିନାଶ bbox=[1296, 605, 1370, 623]
sudoku-credit: © Puzzles by Pappocom bbox=[1196, 1718, 1317, 1729]
solution-cell: 1 bbox=[1355, 2199, 1368, 2212]
sudoku-cell[interactable] bbox=[1231, 2068, 1264, 2108]
masthead-logo: ଧରିତ୍ରୀ bbox=[927, 13, 1052, 60]
poem-line: ବୋଲିଛି କରୁଣ କାଳିମା-ଲେଖା bbox=[16, 105, 151, 119]
solution-cell: 8 bbox=[1407, 2186, 1420, 2199]
solution-cell: 4 bbox=[1381, 2225, 1394, 2238]
contact-line: E-Mail:advt@dharitri.com bbox=[1261, 1455, 1405, 1466]
solution-cell: 4 bbox=[1329, 2199, 1342, 2212]
article2-headline: ଅସନ୍ତୋଷର ପୃଥିବୀ bbox=[490, 788, 1002, 863]
solution-cell: 1 bbox=[1420, 2238, 1433, 2251]
solution-cell: 1 bbox=[1342, 2147, 1355, 2160]
contact-line: E-Mail: dharitripress@gmail.com bbox=[1241, 1410, 1425, 1421]
years-ago-title: ପଚିଶ ବର୍ଷ ତଳର ଧରିତ୍ରୀ bbox=[1180, 1535, 1311, 1585]
sudoku-cell[interactable] bbox=[1198, 1748, 1231, 1788]
sudoku-prev-caption: ଗତକାଲି ପ୍ରକାଶିତ ପଜଲର ଉତ୍ତର bbox=[1261, 2122, 1405, 2133]
sudoku-header bbox=[1188, 1676, 1480, 1734]
sudoku-cell[interactable] bbox=[1297, 1748, 1330, 1788]
sudoku-cell[interactable] bbox=[1331, 2068, 1364, 2108]
contact-line: କେବଳ ପାଠକଙ୍କ ପାଇଁ ଏ ସ୍ତମ୍ଭ, ବିଜ୍ଞାପନ ପାଇଁ ନୁହେଁ bbox=[1226, 1395, 1440, 1406]
solution-cell: 3 bbox=[1329, 2160, 1342, 2173]
sudoku-cell[interactable]: 1 bbox=[1264, 1948, 1297, 1988]
sudoku-cell[interactable] bbox=[1397, 1948, 1430, 1988]
sudoku-cell[interactable] bbox=[1331, 1788, 1364, 1828]
solution-cell: 7 bbox=[1420, 2225, 1433, 2238]
solution-cell: 1 bbox=[1368, 2225, 1381, 2238]
contact-box bbox=[1172, 1340, 1494, 1522]
sudoku-cell[interactable] bbox=[1331, 1988, 1364, 2028]
sudoku-cell[interactable] bbox=[1464, 2028, 1497, 2068]
article2-text-left: ଆଜିକାଲି ସମସ୍ତେ ସେ ଯାହାର ନିଜ ନିଜ ସ୍ଥିତିକୁ ନେଇ ଅସନ୍ତୁଷ୍ଟ। ଘର ପରିବାର ଠାରୁ ଆରମ୍ଭ କରି ଦେଶ ଓ ସମଗ୍ର ପୃଥିବୀରେ ଅସନ୍ତୋଷର ବାତାବରଣ ଦେଖାଦେଇଛି। ସାମାଜିକ, ଅର୍ଥନୈତିକ ଓ ରାଜନୈତିକ ସ୍ତରରେ ଏହି ଅସନ୍ତୋଷ ବିଭିନ୍ନ ରୂପରେ ପ୍ରକାଶ ପାଉଛି। ଛାତ୍ର, କର୍ମଚାରୀ, କୃଷକ ଓ ଶ୍ରମିକ ସମସ୍ତେ ନିଜ ନିଜ ଦାବି ନେଇ ଆନ୍ଦୋଳନ କରୁଛନ୍ତି। ମହଙ୍ଗା, ବେକାରୀ ଓ ଦୁର୍ନୀତି ଏହାର ମୁଖ୍ୟ କାରଣ। ଆମ ଦେଶରେ ଧନୀ ଓ ଗରିବଙ୍କ ମଧ୍ୟରେ ବ୍ୟବଧାନ ଦିନକୁ ଦିନ ବଢ଼ି ଚାଲିଛି। ଜଣେ ନିଜ ପରିଶ୍ରମର ଉଚିତ ମୂଲ୍ୟ ପାଉନାହିଁ ବୋଲି ଅନୁଭବ କରୁଛି। ଲୋଭ ଓ ଉଚ୍ଚାଭିଳାଷ ମଣିଷକୁ ଶାନ୍ତି ଦେଉନାହିଁ। ଅଧିକ ପାଇବାର ଆଶାରେ ମଣିଷ ଯାହା ପାଇଛି ତାକୁ ଉପଭୋଗ କରିପାରୁନାହିଁ। ପ୍ରତିଯୋଗିତାର ଯୁଗରେ ମାନସିକ ଚାପ ବଢ଼ିଚାଲିଛି। ପିଲାମାନେ ମଧ୍ୟ ପିତାମାତାଙ୍କ ଆଶା ପୂରଣ କରିବା ଚାପରେ ଅସନ୍ତୁଷ୍ଟ ରହୁଛନ୍ତି। ଉପଭୋକ୍ତାବାଦୀ ସଂସ୍କୃତି ଏହି ଅସନ୍ତୋଷକୁ ଆହୁରି ବଢ଼ାଇଛି। ବିଜ୍ଞାପନ ମାଧ୍ୟମରେ ନୂଆ ନୂଆ ଜିନିଷ ପ୍ରତି ଆକର୍ଷଣ ସୃଷ୍ଟି କରାଯାଉଛି। ମଣିଷ ନିଜ ସାମର୍ଥ୍ୟ ବାହାରେ ଋଣ କରି ଜିନିଷ କିଣୁଛି ଓ ପରେ ଋଣଭାରରେ ଅସନ୍ତୁଷ୍ଟ ହେଉଛି। ଆଧ୍ୟାତ୍ମିକତା ଓ ନୈତିକ ମୂଲ୍ୟବୋଧର ଅଭାବ ଏଥିପାଇଁ ଦାୟୀ। ଆମର ପୂର୍ବପୁରୁଷମାନେ ସୀମିତ ସମ୍ବଳରେ ସନ୍ତୁଷ୍ଟ ରହି ସୁଖ ଶାନ୍ତିରେ ଜୀବନ ଯାପନ କରୁଥିଲେ। ସନ୍ତୋଷ ହିଁ ପରମ ସୁଖ ବୋଲି ଶାସ୍ତ୍ରରେ କୁହାଯାଇଛି। ରାଜନୈତିକ ଦଳଗୁଡ଼ିକ ଏହି ଅସନ୍ତୋଷକୁ ନିଜ ସ୍ୱାର୍ଥରେ ବ୍ୟବହାର କରୁଛନ୍ତି। ଆନ୍ଦୋଳନ ନାଁରେ ସରକାରୀ ସମ୍ପତ୍ତି ନଷ୍ଟ କରାଯାଉଛି। ଶାନ୍ତିପୂର୍ଣ୍ଣ ଉପାୟରେ ଦାବି ଉପସ୍ଥାପନ କରିବା ଗଣତନ୍ତ୍ରର ମୂଳମନ୍ତ୍ର। ସରକାର ମଧ୍ୟ ଜନସାଧାରଣଙ୍କ ସମସ୍ୟା ପ୍ରତି ସମ୍ବେଦନଶୀଳ ହେବା ଉଚିତ। ପାରସ୍ପରିକ ଆଲୋଚନା ଓ ବୁଝାମଣା ଦ୍ୱାରା ଅନେକ ସମସ୍ୟାର ସମାଧାନ ହୋଇପାରିବ। ଶିକ୍ଷା ବ୍ୟବସ୍ଥାରେ ନୈତିକ ଶିକ୍ଷାକୁ ଗୁରୁତ୍ୱ ଦେବା ଆବଶ୍ୟକ। bbox=[338, 1227, 560, 1704]
solution-cell: 6 bbox=[1433, 2212, 1446, 2225]
letter-signature: ଶ୍ରୀକାନ୍ତ ନାୟକ, ଖଲ୍ଲିକୋଟ କଲେଜ, ବିଂପୁର, ଗଞ୍ଜାମ bbox=[1248, 244, 1494, 257]
sudoku-cell[interactable] bbox=[1297, 1988, 1330, 2028]
india-box-header bbox=[4, 198, 322, 256]
sudoku-cell[interactable] bbox=[1464, 1908, 1497, 1948]
sudoku-cell[interactable] bbox=[1464, 2068, 1497, 2108]
solution-cell: 4 bbox=[1355, 2173, 1368, 2186]
sudoku-brand: su do ku bbox=[1196, 1682, 1279, 1704]
contact-line: ବି-୧୫, ସତ୍ୟନଗର, ଭୁବନେଶ୍ୱର-୭୫୧୦୦୭ bbox=[1246, 1380, 1420, 1391]
article1-text: ଓଡ଼ିଶାରେ ବୃଷ୍ଟିପାତ ପରେ ଜଳ ଓ ଅସ୍ୱାସ୍ଥ୍ୟକର ପରିବେଶ ଯୋଗୁଁ ନାନା ରୋଗ ସୃଷ୍ଟି ହେଉଛି। ବର୍ଷାଦିନେ ଡେଙ୍ଗୁ, ମ୍ୟାଲେରିଆ, ଚିକୁନଗୁନିଆ ଭଳି ମାରାତ୍ମକ ରୋଗ ବ୍ୟାପିଥାଏ। ସରକାରୀ ସ୍ୱାସ୍ଥ୍ୟ ସେବା କେନ୍ଦ୍ରଗୁଡ଼ିକରେ ଡାକ୍ତର ଓ ଔଷଧର ଅଭାବ ରୋଗୀଙ୍କୁ ଅଧିକ ଅସୁବିଧାରେ ପକାଉଛି। ଗ୍ରାମାଞ୍ଚଳରେ ଲୋକମାନେ ଚିକିତ୍ସା ପାଇଁ ଦୂର ସହରକୁ ଯିବାକୁ ବାଧ୍ୟ ହେଉଛନ୍ତି। ଜାତୀୟ ଗ୍ରାମୀଣ ସ୍ୱାସ୍ଥ୍ୟ ମିଶନ ଜରିଆରେ କୋଟି କୋଟି ଟଙ୍କା ଖର୍ଚ୍ଚ ହେଉଥିଲେ ମଧ୍ୟ ସେବାର ମାନ ସନ୍ତୋଷଜନକ ନୁହେଁ। ୨୦୧୧ରେ ରାଜ୍ୟର ବିଭିନ୍ନ ଜିଲାରେ ଜଣ୍ଡିସ୍ ଓ ଡାଇରିଆର ପ୍ରକୋପ ବ୍ୟାପକ ଭାବେ ଦେଖାଦେଇଥିଲା। ପରିସ୍ରୁତ ପାନୀୟ ଜଳର ଅଭାବ ଏଥିପାଇଁ ମୁଖ୍ୟତଃ ଦାୟୀ। ଅନେକ ଗାଁରେ ନଳକୂପ ଖରାପ ହୋଇ ପଡ଼ିରହିଛି। ସ୍ୱାସ୍ଥ୍ୟ ବିଭାଗ ଓ ଗ୍ରାମ୍ୟ ଜଳଯୋଗାଣ ବିଭାଗ ମଧ୍ୟରେ ସମନ୍ୱୟର ଅଭାବ ସ୍ପଷ୍ଟ। ଆମ୍ବୁଲାନ୍ସ ସେବା ଠିକ୍ ସମୟରେ ପହଞ୍ଚୁନଥିବା ଅଭିଯୋଗ ମଧ୍ୟ ବଢ଼ୁଛି। ସରକାର ଡାକ୍ତରଙ୍କ ଶୂନ୍ୟ ପଦ ପୂରଣ ପାଇଁ ପଦକ୍ଷେପ ନେବା ଆବଶ୍ୟକ। ଗ୍ରାମାଞ୍ଚଳରେ ଡାକ୍ତରମାନେ ରହିବାକୁ ଅନିଚ୍ଛା ପ୍ରକାଶ କରୁଛନ୍ତି। ଏଥିପାଇଁ ସେମାନଙ୍କୁ ଅତିରିକ୍ତ ଭତ୍ତା ଓ ବାସଗୃହ ସୁବିଧା ଦିଆଯିବା ଦରକାର। ଜନସାଧାରଣଙ୍କ ମଧ୍ୟରେ ସଚେତନତା ସୃଷ୍ଟି କରିବା ମଧ୍ୟ ଜରୁରୀ। ପରିଷ୍କାର ପରିଚ୍ଛନ୍ନତା, ମଶାରି ବ୍ୟବହାର ଓ ଫୁଟା ପାଣି ପିଇବା ଭଳି ସାଧାରଣ ଅଭ୍ୟାସ ଅନେକ ରୋଗକୁ ରୋକିପାରେ। ସ୍ୱାସ୍ଥ୍ୟ ସେବାକୁ ଶକ୍ତିଶାଳୀ କରିବା ବିନା ସୁସ୍ଥ ସମାଜ ଗଠନ ସମ୍ଭବ ନୁହେଁ। ଡାକ୍ତରଖାନାଗୁଡ଼ିକରେ ଆଧୁନିକ ଯନ୍ତ୍ରପାତି ଥିଲେ ମଧ୍ୟ ବୈଷୟିକ କର୍ମଚାରୀଙ୍କ ଅଭାବରୁ ସେଗୁଡ଼ିକ ଅବ୍ୟବହୃତ ପଡ଼ିରହିଛି। ରାଜ୍ୟ ସରକାର ଏ ଦିଗରେ ତୁରନ୍ତ ଦୃଷ୍ଟି ଦେବା ଉଚିତ। ଏଣୁ ସ୍ୱାସ୍ଥ୍ୟ ଜନିତ ସମସ୍ୟାର ସମାଧାନ ପାଇଁ ଏକ ବ୍ୟାପକ ନୀତି ପ୍ରଣୟନ କରିବା ଆବଶ୍ୟକ। ଜନସାଧାରଣ ଓ ସରକାର ମିଳିତ ଭାବେ କାର୍ଯ୍ୟ କଲେ ଏହି ସମସ୍ୟା ଦୂର ହୋଇପାରିବ। ସୁସ୍ଥ ନାଗରିକ ହିଁ ରାଜ୍ୟର ପ୍ରକୃତ ସମ୍ପଦ। bbox=[338, 171, 1156, 318]
sudoku-cell[interactable] bbox=[1364, 1868, 1397, 1908]
solution-cell: 9 bbox=[1368, 2147, 1381, 2160]
article2-text-top: ଆଜିକାଲି ସମସ୍ତେ ସେ ଯାହାର ନିଜ ନିଜ ସ୍ଥିତିକୁ ନେଇ ଅସନ୍ତୁଷ୍ଟ। ଘର ପରିବାର ଠାରୁ ଆରମ୍ଭ କରି ଦେଶ ଓ ସମଗ୍ର ପୃଥିବୀରେ ଅସନ୍ତୋଷର ବାତାବରଣ ଦେଖାଦେଇଛି। ସାମାଜିକ, ଅର୍ଥନୈତିକ ଓ ରାଜନୈତିକ ସ୍ତରରେ ଏହି ଅସନ୍ତୋଷ ବିଭିନ୍ନ ରୂପରେ ପ୍ରକାଶ ପାଉଛି। ଛାତ୍ର, କର୍ମଚାରୀ, କୃଷକ ଓ ଶ୍ରମିକ ସମସ୍ତେ ନିଜ ନିଜ ଦାବି ନେଇ ଆନ୍ଦୋଳନ କରୁଛନ୍ତି। ମହଙ୍ଗା, ବେକାରୀ ଓ ଦୁର୍ନୀତି ଏହାର ମୁଖ୍ୟ କାରଣ। ଆମ ଦେଶରେ ଧନୀ ଓ ଗରିବଙ୍କ ମଧ୍ୟରେ ବ୍ୟବଧାନ ଦିନକୁ ଦିନ ବଢ଼ି ଚାଲିଛି। ଜଣେ ନିଜ ପରିଶ୍ରମର ଉଚିତ ମୂଲ୍ୟ ପାଉନାହିଁ ବୋଲି ଅନୁଭବ କରୁଛି। ଲୋଭ ଓ ଉଚ୍ଚାଭିଳାଷ ମଣିଷକୁ ଶାନ୍ତି ଦେଉନାହିଁ। ଅଧିକ ପାଇବାର ଆଶାରେ ମଣିଷ ଯାହା ପାଇଛି ତାକୁ ଉପଭୋଗ କରିପାରୁନାହିଁ। ପ୍ରତିଯୋଗିତାର ଯୁଗରେ ମାନସିକ ଚାପ ବଢ଼ିଚାଲିଛି। ପିଲାମାନେ ମଧ୍ୟ ପିତାମାତାଙ୍କ ଆଶା ପୂରଣ କରିବା ଚାପରେ ଅସନ୍ତୁଷ୍ଟ ରହୁଛନ୍ତି। ଉପଭୋକ୍ତାବାଦୀ ସଂସ୍କୃତି ଏହି ଅସନ୍ତୋଷକୁ ଆହୁରି ବଢ଼ାଇଛି। ବିଜ୍ଞାପନ ମାଧ୍ୟମରେ ନୂଆ ନୂଆ ଜିନିଷ ପ୍ରତି ଆକର୍ଷଣ ସୃଷ୍ଟି କରାଯାଉଛି। ମଣିଷ ନିଜ ସାମର୍ଥ୍ୟ ବାହାରେ ଋଣ କରି ଜିନିଷ କିଣୁଛି ଓ ପରେ ଋଣଭାରରେ ଅସନ୍ତୁଷ୍ଟ ହେଉଛି। ଆଧ୍ୟାତ୍ମିକତା ଓ ନୈତିକ ମୂଲ୍ୟବୋଧର ଅଭାବ ଏଥିପାଇଁ ଦାୟୀ। ଆମର ପୂର୍ବପୁରୁଷମାନେ ସୀମିତ ସମ୍ବଳରେ ସନ୍ତୁଷ୍ଟ ରହି ସୁଖ ଶାନ୍ତିରେ ଜୀବନ ଯାପନ କରୁଥିଲେ। ସନ୍ତୋଷ ହିଁ ପରମ ସୁଖ ବୋଲି ଶାସ୍ତ୍ରରେ କୁହାଯାଇଛି। ରାଜନୈତିକ ଦଳଗୁଡ଼ିକ ଏହି ଅସନ୍ତୋଷକୁ ନିଜ ସ୍ୱାର୍ଥରେ ବ୍ୟବହାର କରୁଛନ୍ତି। ଆନ୍ଦୋଳନ ନାଁରେ ସରକାରୀ ସମ୍ପତ୍ତି ନଷ୍ଟ କରାଯାଉଛି। ଶାନ୍ତିପୂର୍ଣ୍ଣ ଉପାୟରେ ଦାବି ଉପସ୍ଥାପନ କରିବା ଗଣତନ୍ତ୍ରର ମୂଳମନ୍ତ୍ର। ସରକାର ମଧ୍ୟ ଜନସାଧାରଣଙ୍କ ସମସ୍ୟା ପ୍ରତି ସମ୍ବେଦନଶୀଳ ହେବା ଉଚିତ। ପାରସ୍ପରିକ ଆଲୋଚନା ଓ ବୁଝାମଣା ଦ୍ୱାରା ଅନେକ ସମସ୍ୟାର ସମାଧାନ ହୋଇପାରିବ। ଶିକ୍ଷା ବ୍ୟବସ୍ଥାରେ ନୈତିକ ଶିକ୍ଷାକୁ ଗୁରୁତ୍ୱ ଦେବା ଆବଶ୍ୟକ। ପିଲାମାନଙ୍କୁ ଛୋଟବେଳୁ ସନ୍ତୋଷ ଓ ସହନଶୀଳତାର ଶିକ୍ଷା ଦିଆଗଲେ ଭବିଷ୍ୟତ ସମାଜ ସୁସ୍ଥ ରହିବ। ପ୍ରତ୍ୟେକ ବ୍ୟକ୍ତି ନିଜ କର୍ତ୍ତବ୍ୟ ପ୍ରତି ସଚେତନ ହେଲେ ଅସନ୍ତୋଷ ଆପେ ଆପେ କମିଯିବ। ଅଧିକାର ସହ କର୍ତ୍ତବ୍ୟ ପ୍ରତି ମଧ୍ୟ ସମାନ ଧ୍ୟାନ ଦେବା ଦରକାର। ପରିବାର ସ୍ତରରେ ଖୋଲା ଆଲୋଚନା ଓ ପ୍ରେମପୂର୍ଣ୍ଣ ବାତାବରଣ ସୃଷ୍ଟି କଲେ ଅନେକ ମାନସିକ ସମସ୍ୟା ଦୂର ହୁଏ। ଯୋଗ ଓ ଧ୍ୟାନ ମାଧ୍ୟମରେ ମଣିଷ ମନକୁ ଶାନ୍ତ ରଖିପାରିବ। ଅସନ୍ତୋଷରୁ ସନ୍ତୋଷ ଆଡ଼କୁ ଯାତ୍ରା ହିଁ ପ୍ରକୃତ ମାନବ ବିକାଶ। ପୃଥିବୀକୁ ବାସଯୋଗ୍ୟ କରିବା ପାଇଁ ଆମେ ସମସ୍ତେ ମିଳିମିଶି ପ୍ରୟାସ କରିବା ଉଚିତ। bbox=[338, 895, 1156, 1072]
district-diary-header bbox=[4, 778, 322, 860]
sudoku-cell[interactable]: 4 bbox=[1264, 1788, 1297, 1828]
solution-cell: 5 bbox=[1433, 2225, 1446, 2238]
sudoku-cell[interactable] bbox=[1431, 2028, 1464, 2068]
solution-cell: 4 bbox=[1368, 2212, 1381, 2225]
solution-cell: 8 bbox=[1342, 2225, 1355, 2238]
letter-title: ଗୁରୁଙ୍କ ମର୍ଯ୍ୟାଦା ଦିଆଯାଉ bbox=[1251, 68, 1415, 86]
sudoku-rules: ସୁ-ଡୋ-କୁ ଏକ ଅଙ୍କ ଖେଳ। ଏଥିରେ ଥିବା ୯x୯ ଘରରେ ୧ରୁ ୯ ପର୍ଯ୍ୟନ୍ତ ଅଙ୍କ ଭରିବାକୁ ହେବ। ପ୍ରତ୍ୟେକ ଧାଡ଼ି, ସ୍ତମ୍ଭ ଓ ୩x୩ ବାକ୍ସରେ ପ୍ରତ୍ୟେକ ଅଙ୍କ କେବଳ ଥରେ ଆସିବ। bbox=[1172, 2145, 1322, 2232]
poem-box bbox=[4, 4, 322, 192]
solution-cell: 1 bbox=[1407, 2212, 1420, 2225]
sudoku-cell[interactable]: 5 bbox=[1264, 1748, 1297, 1788]
sudoku-cell[interactable] bbox=[1198, 1948, 1231, 1988]
sudoku-cell[interactable] bbox=[1431, 1828, 1464, 1868]
sudoku-cell[interactable] bbox=[1331, 1908, 1364, 1948]
sudoku-cell[interactable]: 1 bbox=[1464, 1988, 1497, 2028]
sudoku-cell[interactable]: 3 bbox=[1397, 1988, 1430, 2028]
sudoku-cell[interactable] bbox=[1231, 1828, 1264, 1868]
contact-line: କେବଳ ବିଜ୍ଞାପନ ପାଇଁ ବ୍ୟବହାର କରନ୍ତୁ: bbox=[1253, 1440, 1413, 1451]
solution-cell: 7 bbox=[1342, 2251, 1355, 2264]
article2-byline: ରଞ୍ଜନ କୁମାର ଦାସ bbox=[686, 868, 806, 887]
sudoku-cell[interactable] bbox=[1464, 1828, 1497, 1868]
sudoku-cell[interactable]: 8 bbox=[1464, 1868, 1497, 1908]
sudoku-cell[interactable]: 7 bbox=[1297, 1828, 1330, 1868]
solution-cell: 6 bbox=[1394, 2251, 1407, 2264]
sudoku-cell[interactable] bbox=[1297, 1908, 1330, 1948]
sudoku-cell[interactable] bbox=[1264, 1868, 1297, 1908]
sudoku-grid bbox=[1196, 1746, 1499, 2109]
solution-cell: 2 bbox=[1368, 2173, 1381, 2186]
sudoku-cell[interactable] bbox=[1264, 2028, 1297, 2068]
years-ago-item: • ବାଂଲାଦେଶରେ ବନ୍ୟାରେ ୭୦୨ ଜଣଙ୍କ ମୃତ୍ୟୁ। bbox=[1172, 1607, 1369, 1619]
solution-cell: 7 bbox=[1329, 2212, 1342, 2225]
solution-cell: 8 bbox=[1394, 2199, 1407, 2212]
poem-line: ଗୁରୁ ଗୋବିନ୍ଦ ଦିଗାମନ bbox=[16, 54, 115, 68]
years-ago-date: ୫ ସେପ୍ଟେମ୍ବର ୧୯୮୭ bbox=[1394, 1542, 1482, 1574]
poem-line: ଦୁର୍ବିନ୍ଧା ଗୋର ଅଭେ ଦେ'ର bbox=[16, 88, 142, 102]
district-author: - କାହ୍ନୁଚରଣ ଦଳାଇ bbox=[216, 1702, 320, 1717]
contact-line: (Use only for letters to Editor, news & news photos) bbox=[1186, 1425, 1480, 1436]
sudoku-cell[interactable] bbox=[1264, 1988, 1297, 2028]
solution-cell: 1 bbox=[1329, 2251, 1342, 2264]
solution-cell: 4 bbox=[1342, 2238, 1355, 2251]
solution-cell: 6 bbox=[1342, 2173, 1355, 2186]
letter-text: ଆମେ ନିକଟ ବଜାରରୁ ପାଉଚରେ ତେଲ ଓ ଡାଲି କିଣୁଛୁ। ଖାଦ୍ୟ ସାମଗ୍ରୀରେ ଅପମିଶ୍ରଣ ଏବେ ସାଧାରଣ ହୋଇଯାଇଛି। ଖାଦ୍ୟ ସୁରକ୍ଷା ବିଭାଗ ଏ ଦିଗରେ ନିୟମିତ ଯାଞ୍ଚ କରିବା ଉଚିତ। ଏଥିସହ ଓଜନରେ ଠକେଇ ମଧ୍ୟ ଚାଲିଛି। bbox=[1172, 427, 1494, 469]
letter-signature: ନାରାୟଣ ଦାସ, ଆଉଗାଳଦାସ, ଓଡ଼ିଶା ହାଇକୋର୍ଟ, କଟକ bbox=[1261, 583, 1494, 596]
district-diary-label: ଜିଲା ଡାଏରୀ bbox=[12, 787, 104, 811]
solution-cell: 5 bbox=[1368, 2186, 1381, 2199]
poem-line: ଦେବନେ ଜୀବନ ବିଖାରେଖୋ bbox=[16, 71, 141, 85]
sudoku-cell[interactable] bbox=[1198, 1788, 1231, 1828]
sudoku-solution-grid bbox=[1328, 2146, 1447, 2265]
solution-cell: 2 bbox=[1381, 2212, 1394, 2225]
sudoku-cell[interactable]: 3 bbox=[1231, 1948, 1264, 1988]
solution-cell: 1 bbox=[1433, 2173, 1446, 2186]
masthead-logo-sub: DHARITRI bbox=[965, 63, 1025, 73]
district-headline: ମହାନଦୀ ପାର୍ଶ୍ୱରେ ହ୍ରଦ ପାଇଁ ଯୋଜନା bbox=[6, 866, 309, 890]
bottom-left-byline: ପ୍ରଦୀପ କୁମାର ସାହୁ bbox=[6, 1740, 147, 1761]
poem-line: (ନବକଳି) bbox=[16, 122, 60, 136]
sudoku-cell[interactable] bbox=[1331, 1948, 1364, 1988]
solution-cell: 3 bbox=[1394, 2186, 1407, 2199]
solution-cell: 7 bbox=[1381, 2199, 1394, 2212]
solution-cell: 7 bbox=[1420, 2186, 1433, 2199]
envelope-icon bbox=[1176, 13, 1220, 43]
sudoku-cell[interactable] bbox=[1397, 1748, 1430, 1788]
letter-title: ପ୍ରଭୁ ରାମଚନ୍ଦ୍ର-ବାବା ରାମଚନ୍ଦ୍ର bbox=[1237, 497, 1429, 515]
solution-cell: 5 bbox=[1329, 2147, 1342, 2160]
poem-author: -କାଳିନ୍ଦୀ ଚରଣ ପାଣିଗ୍ରାହୀ bbox=[178, 144, 310, 159]
contact-line: :miku11@yahoo.com (Use only for advertisements, commercial queries) bbox=[1188, 1470, 1478, 1496]
sudoku-cell[interactable] bbox=[1264, 2068, 1297, 2108]
solution-cell: 8 bbox=[1420, 2147, 1433, 2160]
india-box-title: ଏଇ ଭାରତରେ... bbox=[12, 210, 199, 243]
masthead bbox=[336, 4, 1156, 82]
solution-cell: 3 bbox=[1407, 2225, 1420, 2238]
solution-cell: 3 bbox=[1433, 2199, 1446, 2212]
letter-title: ଦୃଷ୍ଟି ଦେବୁ bbox=[1300, 404, 1366, 422]
solution-cell: 3 bbox=[1355, 2251, 1368, 2264]
solution-cell: 9 bbox=[1420, 2199, 1433, 2212]
sudoku-cell[interactable] bbox=[1198, 1988, 1231, 2028]
letter-text: ପୂର୍ବରୁ କେଉଁ 'ସାହିତ୍ୟଦର୍ପଣ' ସ୍ତମ୍ଭରେ ଧରିତ୍ରୀ (୨୭୫୬)ରେ ପ୍ରକାଶିତ ଲେଖାଟି ପଢ଼ି ଭଲ ଲାଗିଲା। ପ୍ରଭୁ ରାମଚନ୍ଦ୍ରଙ୍କ ଆଦର୍ଶ ଓ ବାବା ରାମଚନ୍ଦ୍ରଙ୍କ ଉପଦେଶ ଆଜିର ସମାଜ ପାଇଁ ପ୍ରାସଙ୍ଗିକ। ଏଭଳି ଲେଖା ଆହୁରି ପ୍ରକାଶ ପାଉ ବୋଲି ଆଶା ରଖୁଛି। bbox=[1172, 520, 1494, 577]
readers-header-title: ପାଠକ ଶ୍ରେଷ୍ଠ ବିଚାରକ bbox=[1228, 15, 1437, 41]
sudoku-cell[interactable]: 2 bbox=[1297, 1948, 1330, 1988]
sudoku-cell[interactable] bbox=[1331, 1748, 1364, 1788]
protest-photo bbox=[566, 1226, 854, 1432]
contact-lines bbox=[1182, 1363, 1484, 1498]
sudoku-cell[interactable] bbox=[1264, 1908, 1297, 1948]
sudoku-cell[interactable] bbox=[1464, 1948, 1497, 1988]
solution-cell: 5 bbox=[1342, 2199, 1355, 2212]
sudoku-cell[interactable]: 2 bbox=[1198, 1828, 1231, 1868]
sudoku-cell[interactable]: 7 bbox=[1231, 1788, 1264, 1828]
letter-text: ୨୦୧୦-୧୧ ବର୍ଷରେ ରାଜ୍ୟରେ କୃଷି ଉତ୍ପାଦନ ହ୍ରାସ ପାଇଛି। ଜଳସେଚନ ସୁବିଧାର ଅଭାବ ଓ ସାର ଦରବୃଦ୍ଧି ଚାଷୀଙ୍କୁ ସଙ୍କଟରେ ପକାଉଛି। ଧାନର ସହାୟକ ମୂଲ୍ୟ ପର୍ଯ୍ୟାପ୍ତ ନୁହେଁ। ସରକାର କୃଷି ଓ ଚାଷୀଙ୍କ ସ୍ୱାର୍ଥରେ ତୁରନ୍ତ ପଦକ୍ଷେପ ନେବା ଆବଶ୍ୟକ। bbox=[1172, 628, 1494, 685]
sudoku-cell[interactable] bbox=[1231, 1908, 1264, 1948]
sudoku-cell[interactable] bbox=[1431, 1988, 1464, 2028]
district-text: ହିରାକୁଦ ଜଳଭଣ୍ଡାରରୁ ଛଡାଯାଉଥିବା ଜଳକୁ ସଦୁପଯୋଗ କରିବା ପାଇଁ ମହାନଦୀ ପାର୍ଶ୍ୱରେ ଏକ ବିଶାଳ ହ୍ରଦ ନିର୍ମାଣ ଯୋଜନା ହାତକୁ ନିଆଯାଇଛି। ଏହି ପ୍ରକଳ୍ପ କାର୍ଯ୍ୟକାରୀ ହେଲେ ଗ୍ରୀଷ୍ମ ଋତୁରେ କଟକ ସହରର ପାନୀୟ ଜଳ ସମସ୍ୟା ଦୂର ହେବ ବୋଲି ଆଶା କରାଯାଉଛି। ଏଥିପାଇଁ ପ୍ରାୟ ୪୦୦ ଏକର ଜମି ଚିହ୍ନଟ କରାଯାଇଛି ଏବଂ ଜଳସମ୍ପଦ ବିଭାଗ ଏକ ବିସ୍ତୃତ ପ୍ରକଳ୍ପ ରିପୋର୍ଟ ପ୍ରସ୍ତୁତ କରୁଛି। ବର୍ଷା ଋତୁରେ ବନ୍ୟା ଜଳକୁ ଏହି ହ୍ରଦରେ ସଞ୍ଚୟ କରାଯିବ, ଯାହା ଫଳରେ ତଳମୁଣ୍ଡ ଅଞ୍ଚଳରେ ବନ୍ୟାର ପ୍ରକୋପ ମଧ୍ୟ କମିବ। ସହରର ଚାରିପାଖରେ ଭୂତଳ ଜଳସ୍ତର ବୃଦ୍ଧି ପାଇବା ସହ ଚାଷୀମାନେ ଜଳସେଚନ ସୁବିଧା ପାଇବେ। ପର୍ଯ୍ୟଟନ ବିକାଶ ପାଇଁ ହ୍ରଦ କୂଳରେ ଉଦ୍ୟାନ, ନୌକାବିହାର ଓ ପାଦଚଲା ରାସ୍ତା ନିର୍ମାଣ କରାଯିବ। ସ୍ଥାନୀୟ ଲୋକମାନେ ଏହି ଯୋଜନାକୁ ସ୍ୱାଗତ କରିଛନ୍ତି। ଶୀଘ୍ର ଏହାର କାର୍ଯ୍ୟ ଆରମ୍ଭ ହେବ ବୋଲି ବିଭାଗୀୟ ଅଧିକାରୀ ସୂଚନା ଦେଇଛନ୍ତି। ମହାନଦୀର ଜଳକୁ ସଠିକ୍ ଭାବେ ପରିଚାଳନା କରାଗଲେ ସମଗ୍ର ଅଞ୍ଚଳର ଅର୍ଥନୈତିକ ବିକାଶ ତ୍ୱରାନ୍ୱିତ ହେବ। bbox=[6, 901, 320, 1093]
sudoku-cell[interactable]: 1 bbox=[1231, 1748, 1264, 1788]
